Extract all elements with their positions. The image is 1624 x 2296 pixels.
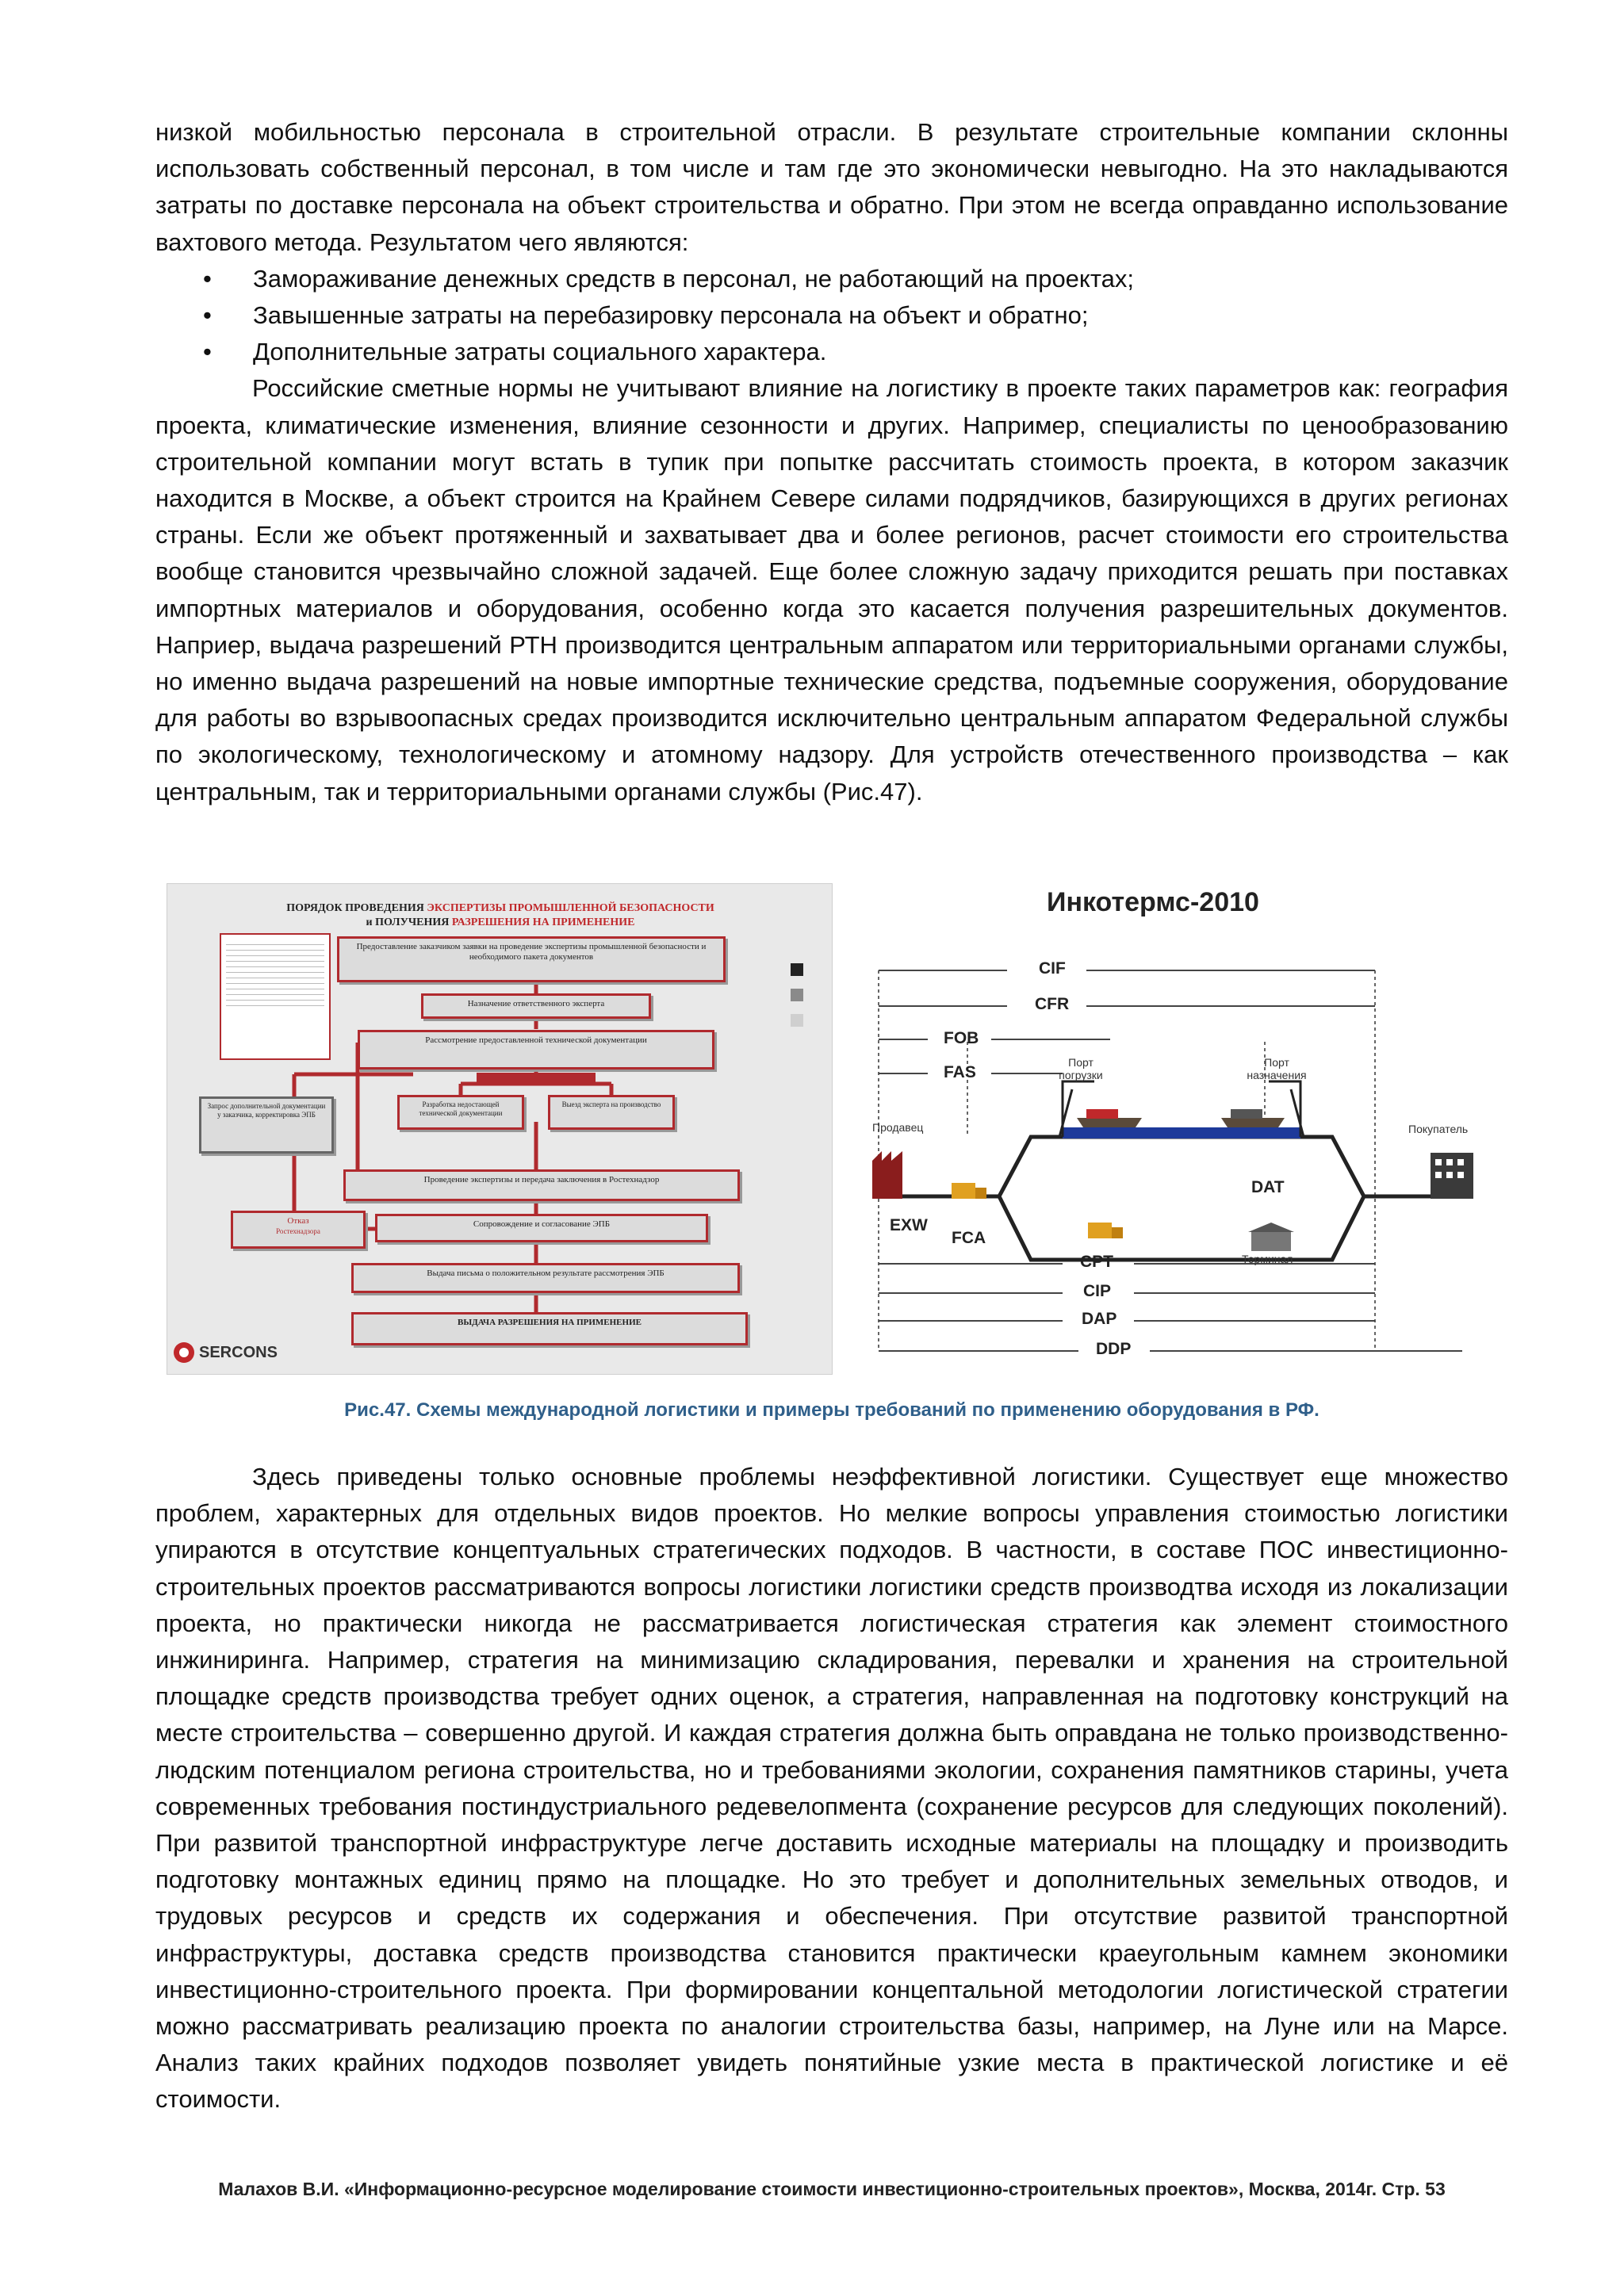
incoterms-title: Инкотермс-2010 [1047, 887, 1259, 917]
page-footer: Малахов В.И. «Информационно-ресурсное моделирование стоимости инвестиционно-строительных проектов», Москва, 2014г. Стр. 53 [218, 2179, 1446, 2199]
incoterms-diagram [872, 883, 1483, 1375]
legend-square-light [791, 1014, 803, 1027]
term-cfr: CFR [1035, 995, 1070, 1013]
term-fob: FOB [944, 1029, 979, 1047]
terminal-label: Терминал [1242, 1253, 1293, 1265]
bullet-list [155, 261, 1508, 371]
term-fas: FAS [944, 1063, 976, 1081]
term-dat: DAT [1251, 1178, 1285, 1196]
figure-caption: Рис.47. Схемы международной логистики и примеры требований по применению оборудования в РФ. [344, 1399, 1320, 1421]
flow-step-support-approval: Сопровождение и согласование ЭПБ [375, 1214, 708, 1242]
port-destination-label: Порт назначения [1247, 1056, 1307, 1081]
incoterms-figure [872, 883, 1483, 1375]
term-cif: CIF [1039, 959, 1066, 978]
bullet-item: • Замораживание денежных средств в персонал, не работающий на проектах; [155, 261, 1508, 297]
paragraph-intro: низкой мобильностью персонала в строительной отрасли. В результате строительные компании склонны использовать собственный персонал, в том числе и там где это экономически невыгодно. На это накладываются затраты по доставке персонала на объект строительства и обратно. При этом не всегда оправданно использование вахтового метода. Результатом чего являются: [155, 118, 1508, 256]
flowchart-title: ПОРЯДОК ПРОВЕДЕНИЯ ЭКСПЕРТИЗЫ ПРОМЫШЛЕННОЙ БЕЗОПАСНОСТИ и ПОЛУЧЕНИЯ РАЗРЕШЕНИЯ НА ПРИМЕНЕНИЕ [286, 902, 714, 928]
buyer-label: Покупатель [1408, 1123, 1469, 1135]
flow-step-develop-docs: Разработка недостающей технической документации [397, 1095, 524, 1130]
bullet-item: • Дополнительные затраты социального характера. [155, 334, 1508, 370]
flow-step-extra-docs: Запрос дополнительной документации у заказчика, корректировка ЭПБ [199, 1096, 334, 1154]
flow-step-assign-expert: Назначение ответственного эксперта [421, 993, 651, 1019]
term-ddp: DDP [1096, 1340, 1132, 1358]
term-cpt: CPT [1080, 1253, 1113, 1271]
term-exw: EXW [890, 1216, 928, 1234]
flow-step-conduct-expertise: Проведение экспертизы и передача заключения в Ростехнадзор [343, 1169, 740, 1201]
flow-step-request: Предоставление заказчиком заявки на проведение экспертизы промышленной безопасности и необходимого пакета документов [337, 936, 726, 982]
paragraph-logistics: Здесь приведены только основные проблемы неэффективной логистики. Существует еще множество проблем, характерных для отдельных видов проектов. Но мелкие вопросы управления стоимостью логистики упираются в отсутствие концептуальных стратегических подходов. В частности, в составе ПОС инвестиционно-строительных проектов рассматриваются вопросы логистики логистики средств производтва исходя из локализации проекта, но практически никогда не рассматривается логистическая стратегия как элемент стоимостного инжиниринга. Например, стратегия на минимизацию складирования, перевалки и хранения на строительной площадке средств производства требует одних оценок, а стратегия, направленная на подготовку конструкций на месте строительства – совершенно другой. И каждая стратегия должна быть оправдана не только производственно-людским потенциалом региона строительства, но и требованиями экологии, сохранения памятников старины, учета современных требования постиндустриального редевелопмента (сохранение ресурсов для следующих поколений). При развитой транспортной инфраструктуре легче доставить исходные материалы на площадку и производить подготовку монтажных единиц прямо на площадке. Но это требует и дополнительных земельных отводов, и трудовых ресурсов и средств их содержания и обеспечения. При отсутствие развитой транспортной инфраструктуры, доставка средств производства становится практически краеугольным камнем экономики инвестиционно-строительного проекта. При формировании концептальной методологии логистической стратегии можно рассматривать реализацию проекта по аналогии строительства базы, например, на Луне или на Марсе. Анализ таких крайних подходов позволяет увидеть понятийные узкие места в практической логистике и её стоимости. [155, 1463, 1508, 2114]
flow-step-review-docs: Рассмотрение предоставленной технической документации [358, 1030, 714, 1070]
port-loading-label: Порт погрузки [1059, 1056, 1103, 1081]
flow-step-refusal: Отказ Ростехнадзора [231, 1211, 366, 1249]
bottom-text-block [155, 1459, 1508, 2118]
term-dap: DAP [1082, 1310, 1117, 1328]
term-fca: FCA [952, 1229, 986, 1247]
flow-step-expert-visit: Выезд эксперта на производство [548, 1095, 675, 1130]
term-cip: CIP [1083, 1282, 1112, 1300]
sercons-logo: SERCONS [174, 1342, 278, 1363]
legend-square-dark [791, 963, 803, 976]
expertise-flowchart-figure [167, 883, 833, 1375]
sercons-logo-icon [174, 1342, 194, 1363]
legend-square-mid [791, 989, 803, 1001]
flowchart-document-list [220, 933, 331, 1060]
bullet-item: • Завышенные затраты на перебазировку персонала на объект и обратно; [155, 297, 1508, 334]
flow-step-positive-letter: Выдача письма о положительном результате рассмотрения ЭПБ [351, 1263, 740, 1293]
flow-step-issue-permit: ВЫДАЧА РАЗРЕШЕНИЯ НА ПРИМЕНЕНИЕ [351, 1312, 748, 1345]
paragraph-norms: Российские сметные нормы не учитывают влияние на логистику в проекте таких параметров как: география проекта, климатические изменения, влияние сезонности и других. Например, специалисты по ценообразованию строительной компании могут встать в тупик при попытке рассчитать стоимость проекта, в котором заказчик находится в Москве, а объект строится на Крайнем Севере силами подрядчиков, базирующихся в других регионах страны. Если же объект протяженный и захватывает два и более регионов, расчет стоимости его строительства вообще становится чрезвычайно сложной задачей. Еще более сложную задачу приходится решать при поставках импортных материалов и оборудования, особенно когда это касается получения разрешительных документов. Наприер, выдача разрешений РТН производится центральным аппаратом или территориальными органами службы, но именно выдача разрешений на новые импортные технические средства, подъемные сооружения, оборудование для работы во взрывоопасных средах производится исключительно центральным аппаратом Федеральной службы по экологическому, технологическому и атомному надзору. Для устройств отечественного производства – как центральным, так и территориальными органами службы (Рис.47). [155, 374, 1508, 806]
top-text-block [155, 114, 1508, 810]
seller-label: Продавец [872, 1121, 924, 1134]
